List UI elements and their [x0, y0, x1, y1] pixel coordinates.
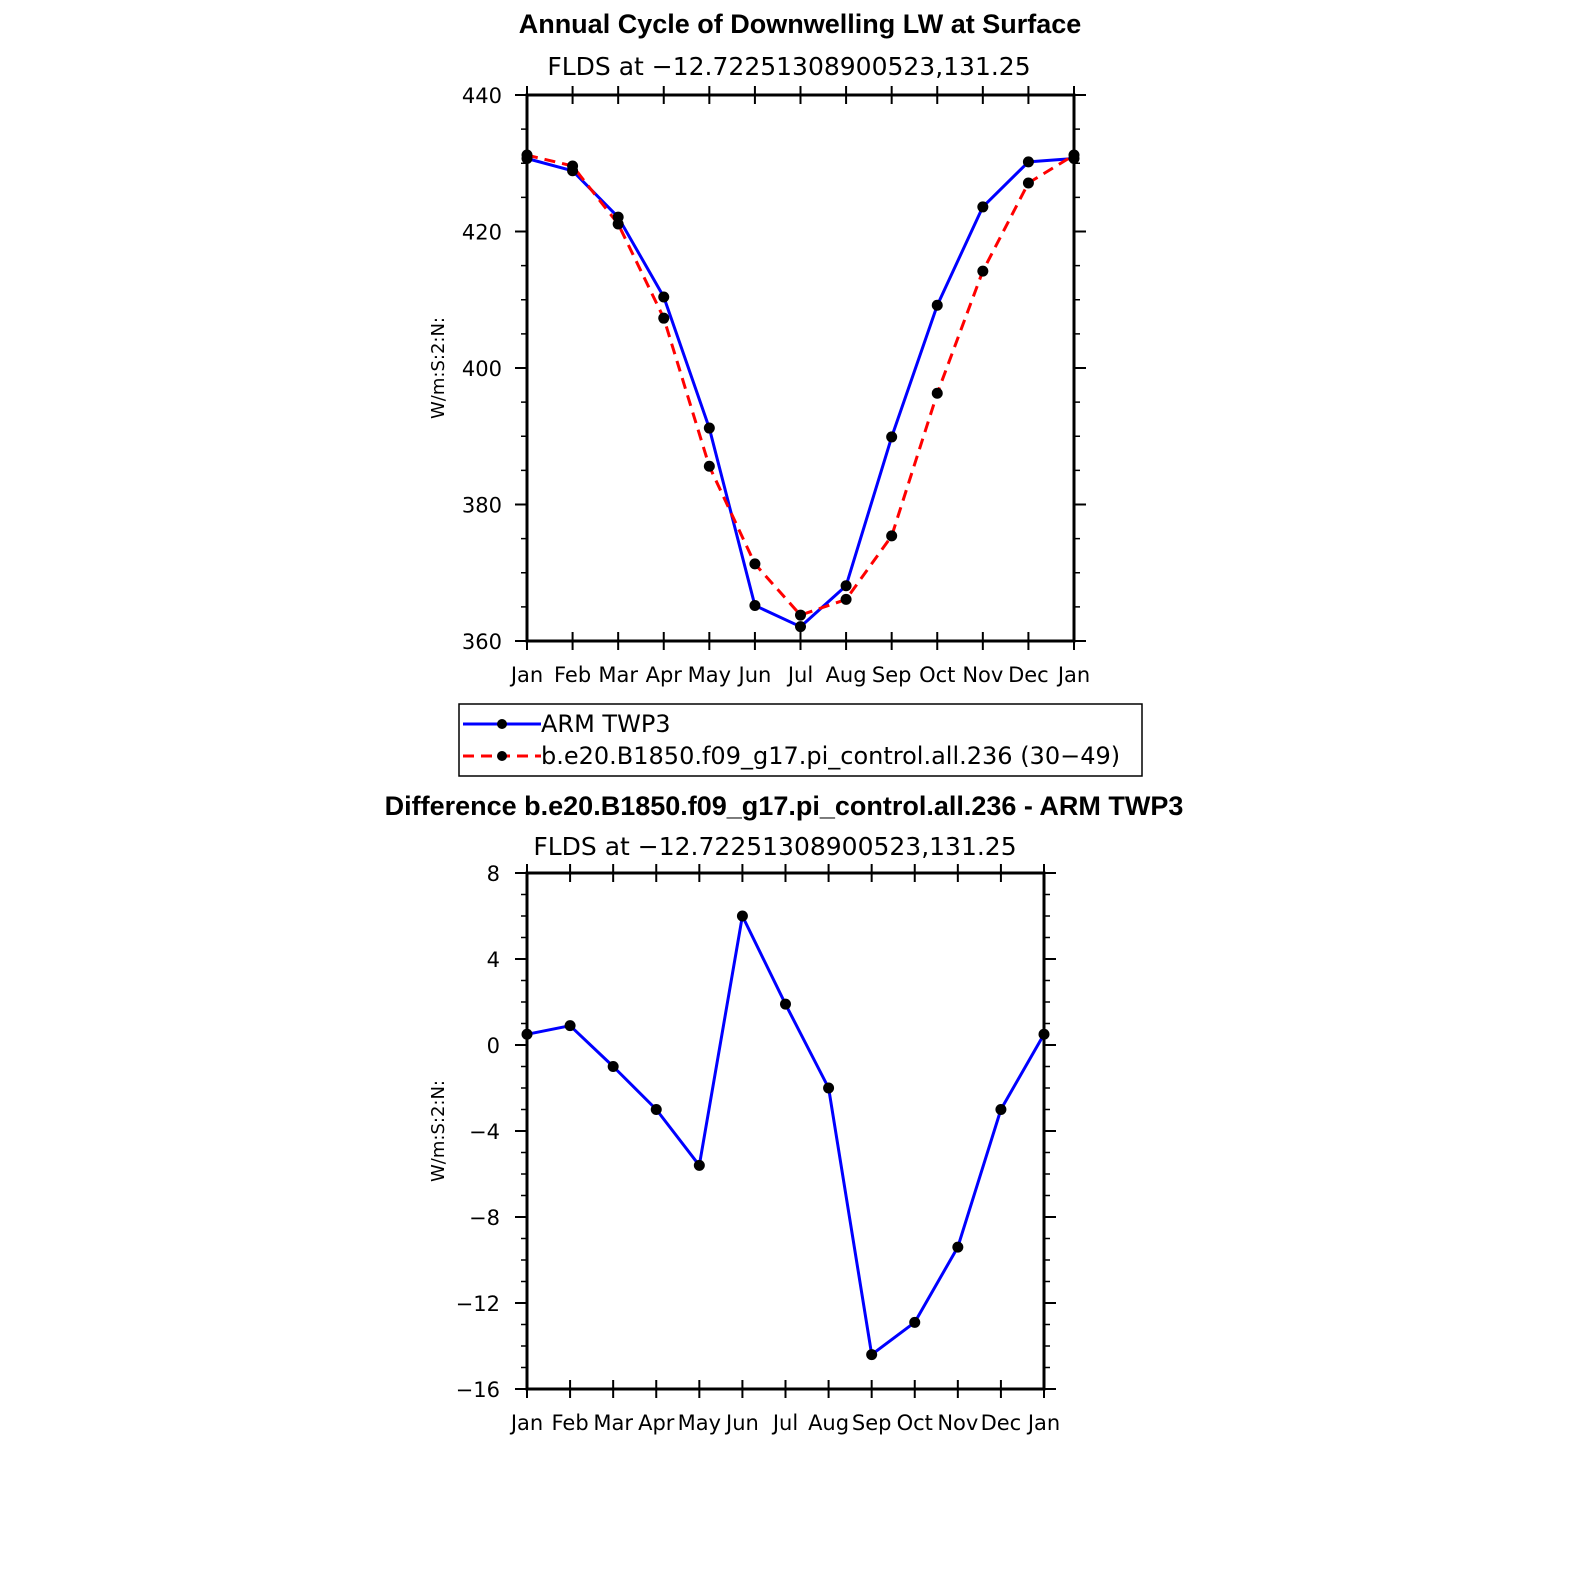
data-point-1 — [841, 594, 852, 605]
x-tick-label: Apr — [638, 1411, 675, 1435]
x-tick-label: Jan — [510, 663, 544, 687]
y-tick-label: 0 — [486, 1034, 500, 1058]
x-tick-label: May — [677, 1411, 722, 1435]
difference-panel — [385, 791, 1184, 1435]
data-point-0 — [795, 621, 806, 632]
legend-marker-arm — [497, 719, 507, 729]
data-point-0 — [749, 600, 760, 611]
x-tick-label: Dec — [980, 1411, 1022, 1435]
x-tick-label: Feb — [551, 1411, 589, 1435]
x-tick-label: Mar — [598, 663, 638, 687]
data-point-1 — [932, 388, 943, 399]
x-tick-label: Jun — [738, 663, 772, 687]
difference-title: Difference b.e20.B1850.f09_g17.pi_control.all.236 - ARM TWP3 — [384, 791, 1184, 821]
y-tick-label: 4 — [486, 948, 500, 972]
series-line-0 — [527, 159, 1074, 627]
y-axis-label: W/m:S:2:N: — [428, 317, 449, 419]
data-point-0 — [886, 431, 897, 442]
y-tick-label: −4 — [469, 1120, 500, 1144]
axis-ticks — [462, 84, 1090, 687]
data-point-1 — [886, 530, 897, 541]
x-tick-label: Oct — [896, 1411, 933, 1435]
x-tick-label: May — [687, 663, 732, 687]
x-tick-label: Sep — [851, 1411, 892, 1435]
legend — [459, 704, 1142, 776]
data-point-1 — [658, 313, 669, 324]
data-point-0 — [658, 292, 669, 303]
data-point-0 — [823, 1083, 834, 1094]
data-point-0 — [522, 1029, 533, 1040]
data-point-1 — [749, 558, 760, 569]
y-tick-label: 8 — [486, 862, 500, 886]
data-point-0 — [932, 300, 943, 311]
difference-plot-frame — [527, 873, 1044, 1389]
x-tick-label: Jan — [1057, 663, 1091, 687]
data-point-0 — [1023, 156, 1034, 167]
data-point-1 — [567, 160, 578, 171]
difference-y-axis-label: W/m:S:2:N: — [428, 1080, 449, 1182]
x-tick-label: Mar — [593, 1411, 633, 1435]
x-tick-label: Jul — [787, 663, 814, 687]
chart-title: Annual Cycle of Downwelling LW at Surface — [518, 9, 1082, 39]
data-point-0 — [694, 1160, 705, 1171]
data-point-0 — [841, 580, 852, 591]
y-tick-label: 400 — [461, 357, 502, 381]
x-tick-label: Nov — [962, 663, 1004, 687]
plot-frame — [527, 95, 1074, 641]
data-point-1 — [613, 218, 624, 229]
series-layer — [522, 150, 1080, 633]
data-point-0 — [1039, 1029, 1050, 1040]
difference-subtitle: FLDS at −12.72251308900523,131.25 — [533, 832, 1017, 861]
data-point-0 — [995, 1104, 1006, 1115]
annual-cycle-panel — [428, 9, 1142, 776]
data-point-0 — [608, 1061, 619, 1072]
y-tick-label: 440 — [461, 84, 502, 108]
x-tick-label: Aug — [808, 1411, 850, 1435]
data-point-1 — [704, 461, 715, 472]
y-tick-label: −16 — [455, 1378, 500, 1402]
data-point-0 — [651, 1104, 662, 1115]
y-tick-label: 360 — [461, 630, 502, 654]
x-tick-label: Apr — [645, 663, 682, 687]
data-point-0 — [909, 1317, 920, 1328]
x-tick-label: Jul — [772, 1411, 799, 1435]
data-point-1 — [522, 150, 533, 161]
x-tick-label: Sep — [871, 663, 912, 687]
data-point-0 — [977, 201, 988, 212]
legend-marker-model — [497, 751, 507, 761]
y-tick-label: 420 — [461, 220, 502, 245]
y-tick-label: 380 — [461, 493, 502, 518]
y-tick-label: −12 — [455, 1292, 500, 1316]
series-line-0 — [527, 916, 1044, 1355]
x-tick-label: Jan — [510, 1411, 544, 1435]
data-point-1 — [1023, 178, 1034, 189]
data-point-0 — [866, 1349, 877, 1360]
x-tick-label: Feb — [553, 663, 592, 687]
difference-series-layer — [522, 911, 1050, 1361]
series-line-1 — [527, 155, 1074, 615]
data-point-1 — [795, 610, 806, 621]
data-point-0 — [737, 911, 748, 922]
x-tick-label: Jun — [726, 1411, 759, 1435]
data-point-1 — [1069, 150, 1080, 161]
x-tick-label: Aug — [825, 663, 867, 687]
data-point-0 — [952, 1242, 963, 1253]
x-tick-label: Nov — [937, 1411, 979, 1435]
y-tick-label: −8 — [469, 1206, 500, 1230]
data-point-0 — [565, 1020, 576, 1031]
chart-subtitle: FLDS at −12.72251308900523,131.25 — [547, 52, 1031, 81]
data-point-1 — [977, 266, 988, 277]
legend-label-model: b.e20.B1850.f09_g17.pi_control.all.236 (30−49) — [541, 742, 1121, 770]
x-tick-label: Oct — [919, 663, 956, 687]
x-tick-label: Dec — [1008, 663, 1049, 687]
legend-label-arm: ARM TWP3 — [541, 710, 671, 738]
data-point-0 — [704, 423, 715, 434]
x-tick-label: Jan — [1027, 1411, 1061, 1435]
data-point-0 — [780, 999, 791, 1010]
